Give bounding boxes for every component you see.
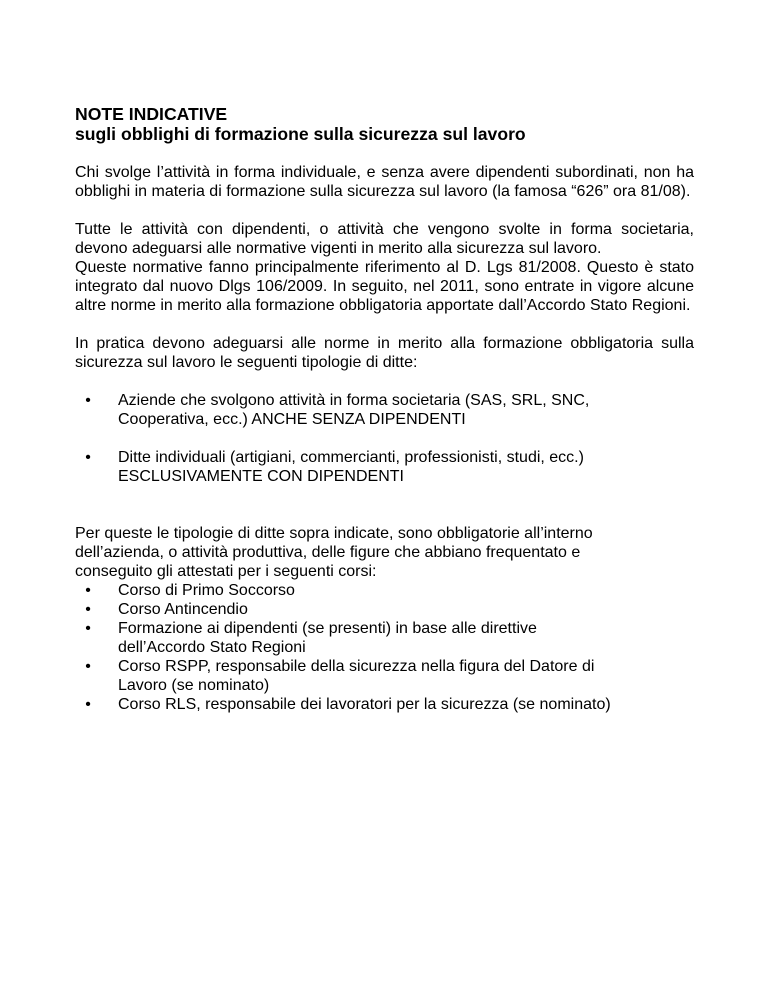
document-page [75,104,694,714]
list-item [75,657,694,695]
paragraph-obbligatorie-line: Per queste le tipologie di ditte sopra indicate, sono obbligatorie all’interno [75,525,593,542]
list-item-line: dell’Accordo Stato Regioni [118,639,306,656]
bullet-icon: • [85,392,91,409]
list-item [75,600,694,619]
bullet-icon: • [85,620,91,637]
list-item [75,695,694,714]
paragraph-normative [75,220,694,315]
list-item-line: Corso Antincendio [118,601,248,618]
list-item [75,581,694,600]
paragraph-normative-part-a: Tutte le attività con dipendenti, o attività che vengono svolte in forma societaria, devono adeguarsi alle normative vigenti in merito alla sicurezza sul lavoro. [75,221,694,257]
list-item-line: Corso RLS, responsabile dei lavoratori per la sicurezza (se nominato) [118,696,611,713]
bullet-icon: • [85,696,91,713]
list-item-line: Corso di Primo Soccorso [118,582,295,599]
list-item-line: Corso RSPP, responsabile della sicurezza nella figura del Datore di [118,658,595,675]
bullet-icon: • [85,601,91,618]
list-item-line: Cooperativa, ecc.) ANCHE SENZA DIPENDENTI [118,411,466,428]
corsi-list [75,581,694,714]
paragraph-in-pratica: In pratica devono adeguarsi alle norme in merito alla formazione obbligatoria sulla sicurezza sul lavoro le seguenti tipologie di ditte: [75,335,694,371]
ditte-list [75,391,694,486]
bullet-icon: • [85,658,91,675]
paragraph-obbligatorie-line: dell’azienda, o attività produttiva, delle figure che abbiano frequentato e [75,544,581,561]
list-item-line: Lavoro (se nominato) [118,677,270,694]
paragraph-obbligatorie [75,524,694,581]
list-item [75,448,694,486]
paragraph-individual-activity: Chi svolge l’attività in forma individuale, e senza avere dipendenti subordinati, non ha obblighi in materia di formazione sulla sicurezza sul lavoro (la famosa “626” ora 81/08). [75,164,694,200]
document-title [75,104,694,144]
title-line-1: NOTE INDICATIVE [75,104,228,124]
bullet-icon: • [85,449,91,466]
list-item-line: Formazione ai dipendenti (se presenti) in base alle direttive [118,620,537,637]
list-item [75,619,694,657]
list-item-line: Ditte individuali (artigiani, commercianti, professionisti, studi, ecc.) [118,449,584,466]
paragraph-obbligatorie-line: conseguito gli attestati per i seguenti corsi: [75,563,377,580]
list-item-line: ESCLUSIVAMENTE CON DIPENDENTI [118,468,404,485]
paragraph-normative-part-b: Queste normative fanno principalmente riferimento al D. Lgs 81/2008. Questo è stato integrato dal nuovo Dlgs 106/2009. In seguito, nel 2011, sono entrate in vigore alcune altre norme in merito alla formazione obbligatoria apportate dall’Accordo Stato Regioni. [75,259,694,314]
bullet-icon: • [85,582,91,599]
title-line-2: sugli obblighi di formazione sulla sicurezza sul lavoro [75,124,526,144]
list-item-line: Aziende che svolgono attività in forma societaria (SAS, SRL, SNC, [118,392,590,409]
list-item [75,391,694,429]
